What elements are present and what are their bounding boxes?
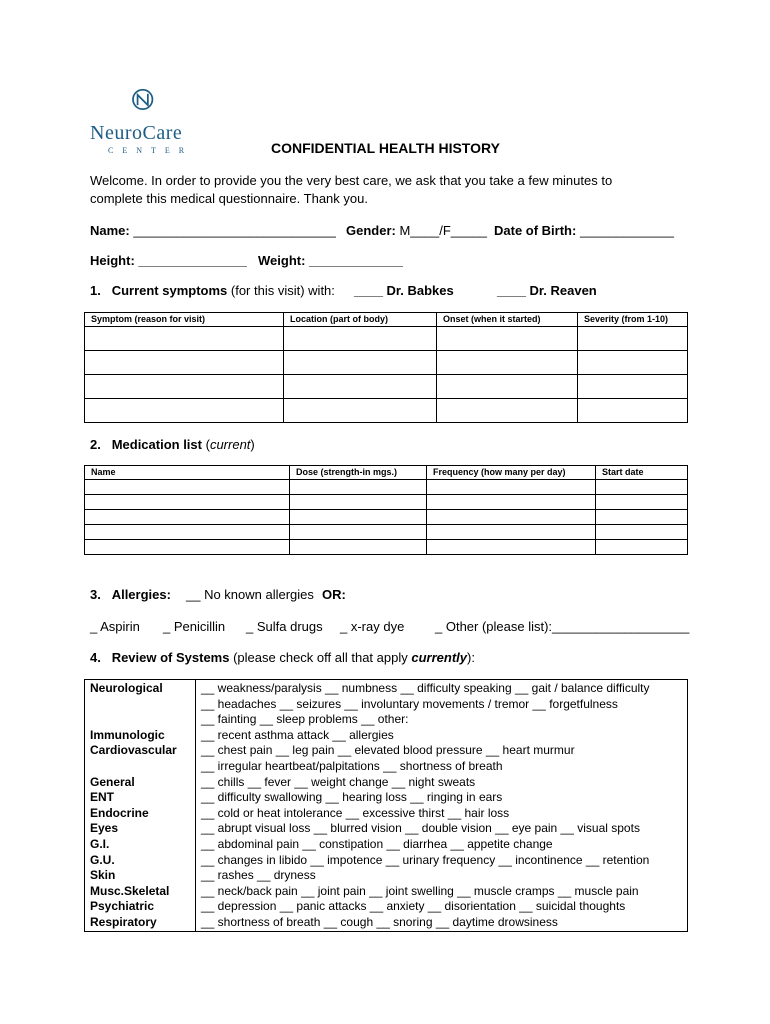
ros-category: Psychiatric: [90, 899, 155, 914]
height-blank[interactable]: _______________: [138, 253, 247, 268]
table-row[interactable]: [85, 399, 688, 423]
ros-category: [90, 697, 195, 713]
no-known-allergies-option[interactable]: __ No known allergies: [186, 587, 314, 602]
allergy-other-option[interactable]: _ Other (please list):___________________: [435, 619, 690, 634]
section-3-title: Allergies:: [111, 587, 171, 602]
medication-col-start-date: Start date: [596, 466, 688, 480]
ros-symptom-line[interactable]: __ rashes __ dryness: [201, 868, 316, 883]
ros-category: Skin: [90, 868, 116, 883]
ros-symptom-line[interactable]: __ irregular heartbeat/palpitations __ shortness of breath: [201, 758, 503, 773]
doctor-reaven-option[interactable]: ____ Dr. Reaven: [497, 283, 597, 298]
gender-label: Gender:: [346, 223, 396, 238]
symptoms-table: [84, 312, 688, 423]
ros-category-column: [85, 680, 196, 932]
section-1-heading: [90, 283, 335, 298]
dob-blank[interactable]: _____________: [579, 223, 674, 238]
ros-category: Endocrine: [90, 805, 149, 820]
ros-symptom-line[interactable]: __ shortness of breath __ cough __ snoring __ daytime drowsiness: [201, 914, 558, 929]
section-2-title: Medication list: [111, 437, 202, 452]
section-3-heading: [90, 587, 171, 602]
ros-symptom-line[interactable]: __ abdominal pain __ constipation __ diarrhea __ appetite change: [201, 836, 553, 851]
section-4-note: (please check off all that apply: [233, 650, 408, 665]
ros-symptom-line[interactable]: __ fainting __ sleep problems __ other:: [201, 712, 409, 727]
name-field[interactable]: [90, 223, 336, 238]
height-label: Height:: [90, 253, 135, 268]
logo-name: NeuroCare: [90, 122, 183, 144]
section-2-number: 2.: [90, 437, 101, 452]
ros-symptom-line[interactable]: __ chest pain __ leg pain __ elevated blood pressure __ heart murmur: [201, 743, 575, 758]
weight-blank[interactable]: _____________: [309, 253, 404, 268]
table-row[interactable]: [85, 327, 688, 351]
name-blank[interactable]: ____________________________: [133, 223, 336, 238]
review-of-systems-table: [84, 679, 688, 932]
section-2-note-open: (: [205, 437, 210, 452]
section-2-note: current: [209, 437, 251, 452]
dob-label: Date of Birth:: [494, 223, 577, 238]
welcome-line-1: Welcome. In order to provide you the very best care, we ask that you take a few minutes to: [90, 173, 613, 188]
ros-category: G.I.: [90, 836, 110, 851]
allergy-sulfa-option[interactable]: _ Sulfa drugs: [246, 619, 323, 634]
allergy-aspirin-option[interactable]: _ Aspirin: [90, 619, 140, 634]
section-4-heading: [90, 650, 475, 665]
table-row[interactable]: [85, 480, 688, 495]
section-4-note-currently: currently: [411, 650, 468, 665]
ros-symptoms-column: [196, 680, 688, 932]
ros-category: ENT: [90, 790, 114, 805]
height-field[interactable]: [90, 253, 247, 268]
gender-blank[interactable]: M____/F_____: [399, 223, 487, 238]
medication-table: [84, 465, 688, 555]
weight-field[interactable]: [258, 253, 403, 268]
gender-field[interactable]: [346, 223, 487, 238]
ros-category: G.U.: [90, 852, 115, 867]
ros-category: Musc.Skeletal: [90, 883, 170, 898]
logo-subtitle: CENTER: [108, 146, 194, 155]
table-row[interactable]: [85, 510, 688, 525]
ros-category: Respiratory: [90, 914, 157, 929]
table-row[interactable]: [85, 495, 688, 510]
symptoms-col-severity: Severity (from 1-10): [578, 313, 688, 327]
name-label: Name:: [90, 223, 130, 238]
ros-category: [90, 712, 195, 728]
ros-symptom-line[interactable]: __ changes in libido __ impotence __ urinary frequency __ incontinence __ retention: [201, 852, 650, 867]
section-2-heading: [90, 437, 255, 452]
section-4-title: Review of Systems: [111, 650, 230, 665]
ros-symptom-line[interactable]: __ chills __ fever __ weight change __ night sweats: [201, 774, 476, 789]
allergy-penicillin-option[interactable]: _ Penicillin: [163, 619, 226, 634]
ros-symptom-line[interactable]: __ difficulty swallowing __ hearing loss __ ringing in ears: [201, 790, 503, 805]
doctor-babkes-option[interactable]: ____ Dr. Babkes: [354, 283, 454, 298]
section-1-number: 1.: [90, 283, 101, 298]
allergy-xray-dye-option[interactable]: _ x-ray dye: [340, 619, 405, 634]
page-title: CONFIDENTIAL HEALTH HISTORY: [271, 140, 500, 156]
section-1-title: Current symptoms: [111, 283, 228, 298]
symptoms-col-onset: Onset (when it started): [437, 313, 578, 327]
ros-symptom-line[interactable]: __ weakness/paralysis __ numbness __ difficulty speaking __ gait / balance difficulty: [201, 681, 650, 695]
table-row[interactable]: [85, 525, 688, 540]
welcome-line-2: complete this medical questionnaire. Thank you.: [90, 191, 368, 206]
ros-category: General: [90, 774, 135, 789]
section-4-number: 4.: [90, 650, 101, 665]
ros-symptom-line[interactable]: __ cold or heat intolerance __ excessive thirst __ hair loss: [201, 805, 510, 820]
table-row[interactable]: [85, 375, 688, 399]
section-3-number: 3.: [90, 587, 101, 602]
section-2-note-close: ): [250, 437, 255, 452]
ros-symptom-line[interactable]: __ headaches __ seizures __ involuntary movements / tremor __ forgetfulness: [201, 696, 618, 711]
ros-category: Cardiovascular: [90, 743, 177, 758]
table-row[interactable]: [85, 351, 688, 375]
ros-symptom-line[interactable]: __ recent asthma attack __ allergies: [201, 727, 394, 742]
symptoms-col-location: Location (part of body): [284, 313, 437, 327]
weight-label: Weight:: [258, 253, 306, 268]
ros-symptom-line[interactable]: __ abrupt visual loss __ blurred vision __ double vision __ eye pain __ visual spots: [201, 821, 640, 836]
allergies-or-label: OR:: [322, 587, 346, 602]
symptoms-col-symptom: Symptom (reason for visit): [85, 313, 284, 327]
section-4-note-close: ):: [467, 650, 475, 665]
ros-category: Neurological: [90, 681, 163, 695]
medication-col-frequency: Frequency (how many per day): [427, 466, 596, 480]
medication-col-dose: Dose (strength-in mgs.): [290, 466, 427, 480]
ros-category: [90, 759, 195, 775]
ros-symptom-line[interactable]: __ neck/back pain __ joint pain __ joint swelling __ muscle cramps __ muscle pain: [201, 883, 639, 898]
medication-col-name: Name: [85, 466, 290, 480]
section-1-note: (for this visit) with:: [230, 283, 335, 298]
ros-symptom-line[interactable]: __ depression __ panic attacks __ anxiety __ disorientation __ suicidal thoughts: [201, 899, 626, 914]
table-row[interactable]: [85, 540, 688, 555]
ros-category: Immunologic: [90, 727, 165, 742]
dob-field[interactable]: [494, 223, 674, 238]
ros-category: Eyes: [90, 821, 119, 836]
